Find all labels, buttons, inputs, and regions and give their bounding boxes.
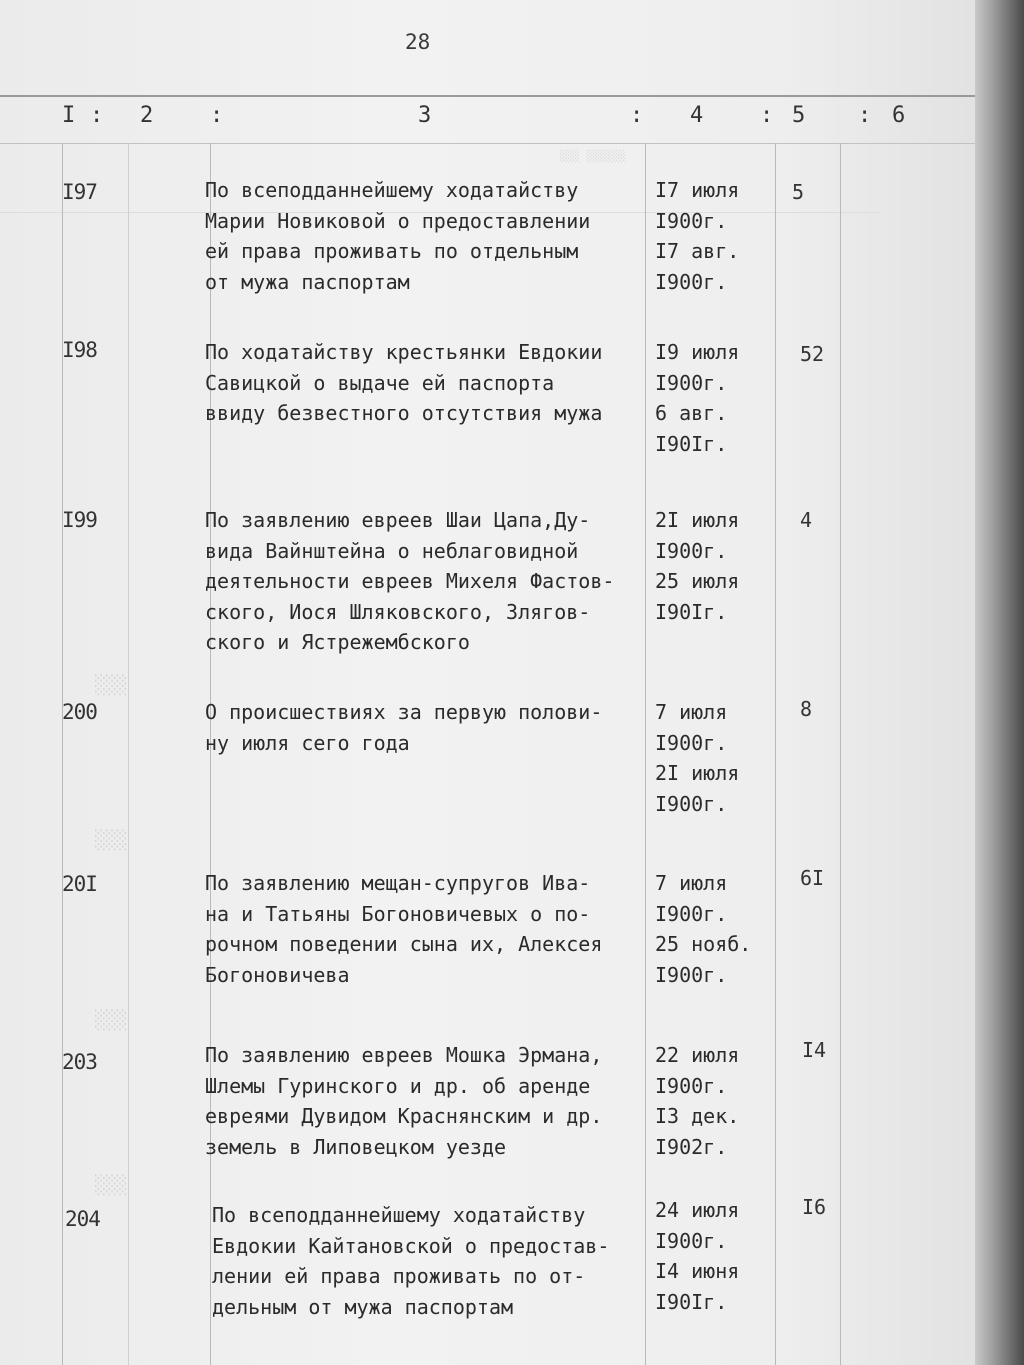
record-description	[205, 175, 645, 297]
description-line: Евдокии Кайтановской о предостав-	[212, 1233, 610, 1258]
column-separator: :	[90, 103, 104, 128]
record-number: 200	[62, 700, 97, 724]
description-line: рочном поведении сына их, Алексея	[205, 932, 603, 956]
record-number: 203	[62, 1050, 97, 1074]
date-line: I900г.	[655, 208, 728, 233]
binding-shadow	[975, 0, 1024, 1365]
record-number: I99	[62, 508, 97, 532]
date-line: I902г.	[655, 1134, 728, 1159]
date-line: I90Iг.	[655, 431, 728, 456]
column-number: 6	[892, 103, 906, 128]
page-number: 28	[405, 30, 431, 54]
column-number: 5	[792, 103, 806, 128]
description-line: Марии Новиковой о предоставлении	[205, 208, 591, 233]
date-line: I9 июля	[655, 340, 740, 364]
date-line: 22 июля	[655, 1043, 740, 1067]
record-sheet-count: 52	[800, 342, 825, 366]
column-number: 3	[418, 103, 432, 128]
column-divider	[840, 143, 841, 1365]
ghost-text: ░░░ ░░░░░░	[560, 150, 627, 163]
date-line: I900г.	[655, 370, 728, 395]
description-line: По заявлению мещан-супругов Ива-	[205, 871, 591, 895]
record-dates	[655, 175, 775, 297]
date-line: I900г.	[655, 269, 728, 294]
record-sheet-count: 5	[792, 180, 805, 204]
description-line: О происшествиях за первую полови-	[205, 700, 603, 724]
column-separator: :	[760, 103, 774, 128]
column-divider	[775, 143, 776, 1365]
record-dates	[655, 868, 775, 990]
column-number: 2	[140, 103, 154, 128]
date-line: I900г.	[655, 730, 728, 755]
description-line: земель в Липовецком уезде	[205, 1134, 507, 1159]
date-line: 6 авг.	[655, 401, 728, 425]
date-line: I900г.	[655, 538, 728, 563]
description-line: По заявлению евреев Шаи Цапа,Ду-	[205, 508, 591, 532]
description-line: лении ей права проживать по от-	[212, 1264, 586, 1288]
record-number: I98	[62, 338, 97, 362]
record-description	[205, 868, 645, 990]
record-sheet-count: 8	[800, 697, 813, 721]
column-number: 4	[690, 103, 704, 128]
date-line: I7 июля	[655, 178, 740, 202]
date-line: I3 дек.	[655, 1104, 740, 1128]
column-number: I	[62, 103, 76, 128]
date-line: 2I июля	[655, 508, 740, 532]
record-description	[205, 697, 645, 758]
description-line: ского, Иося Шляковского, Злягов-	[205, 599, 591, 624]
date-line: I900г.	[655, 1228, 728, 1253]
date-line: I4 июня	[655, 1259, 740, 1283]
ghost-text: ░░░	[95, 1010, 128, 1031]
description-line: ввиду безвестного отсутствия мужа	[205, 401, 603, 425]
record-description	[205, 505, 645, 658]
date-line: 25 июля	[655, 569, 740, 593]
date-line: I900г.	[655, 791, 728, 816]
record-dates	[655, 505, 775, 627]
description-line: Богоновичева	[205, 962, 350, 987]
record-number: I97	[62, 180, 97, 204]
date-line: I900г.	[655, 901, 728, 926]
record-sheet-count: 4	[800, 508, 813, 532]
record-dates	[655, 1040, 775, 1162]
record-description	[205, 1040, 645, 1162]
record-number: 204	[65, 1207, 100, 1231]
record-sheet-count: 6I	[800, 866, 825, 890]
record-sheet-count: I6	[802, 1195, 827, 1219]
record-number: 20I	[62, 872, 97, 896]
description-line: По заявлению евреев Мошка Эрмана,	[205, 1043, 603, 1067]
ghost-text: ░░░	[95, 675, 128, 696]
record-dates	[655, 1195, 775, 1317]
ghost-text: ░░░	[95, 1175, 128, 1196]
description-line: По всеподданнейшему ходатайству	[212, 1203, 586, 1227]
description-line: По всеподданнейшему ходатайству	[205, 178, 579, 202]
record-dates	[655, 337, 775, 459]
column-divider	[128, 143, 129, 1365]
record-dates	[655, 697, 775, 819]
date-line: 2I июля	[655, 761, 740, 785]
record-description	[205, 337, 645, 429]
date-line: 24 июля	[655, 1198, 740, 1222]
description-line: ей права проживать по отдельным	[205, 239, 579, 263]
date-line: 7 июля	[655, 700, 728, 724]
description-line: Савицкой о выдаче ей паспорта	[205, 370, 555, 395]
description-line: на и Татьяны Богоновичевых о по-	[205, 901, 591, 926]
description-line: вида Вайнштейна о неблаговидной	[205, 538, 579, 563]
description-line: деятельности евреев Михеля Фастов-	[205, 569, 615, 593]
date-line: I900г.	[655, 962, 728, 987]
record-description	[212, 1200, 652, 1322]
description-line: ского и Ястрежембского	[205, 630, 470, 654]
record-sheet-count: I4	[802, 1038, 827, 1062]
header-rule-bottom	[0, 143, 975, 144]
column-divider	[645, 143, 646, 1365]
description-line: Шлемы Гуринского и др. об аренде	[205, 1073, 591, 1098]
date-line: I90Iг.	[655, 599, 728, 624]
ghost-text: ░░░	[95, 830, 128, 851]
column-separator: :	[630, 103, 644, 128]
description-line: евреями Дувидом Краснянским и др.	[205, 1104, 603, 1128]
column-divider	[62, 143, 63, 1365]
date-line: 25 нояб.	[655, 932, 752, 956]
description-line: дельным от мужа паспортам	[212, 1294, 514, 1319]
header-rule-top	[0, 95, 975, 97]
date-line: I7 авг.	[655, 239, 740, 263]
column-separator: :	[210, 103, 224, 128]
date-line: I90Iг.	[655, 1289, 728, 1314]
date-line: I900г.	[655, 1073, 728, 1098]
description-line: от мужа паспортам	[205, 269, 410, 294]
description-line: ну июля сего года	[205, 730, 410, 755]
date-line: 7 июля	[655, 871, 728, 895]
description-line: По ходатайству крестьянки Евдокии	[205, 340, 603, 364]
column-separator: :	[858, 103, 872, 128]
